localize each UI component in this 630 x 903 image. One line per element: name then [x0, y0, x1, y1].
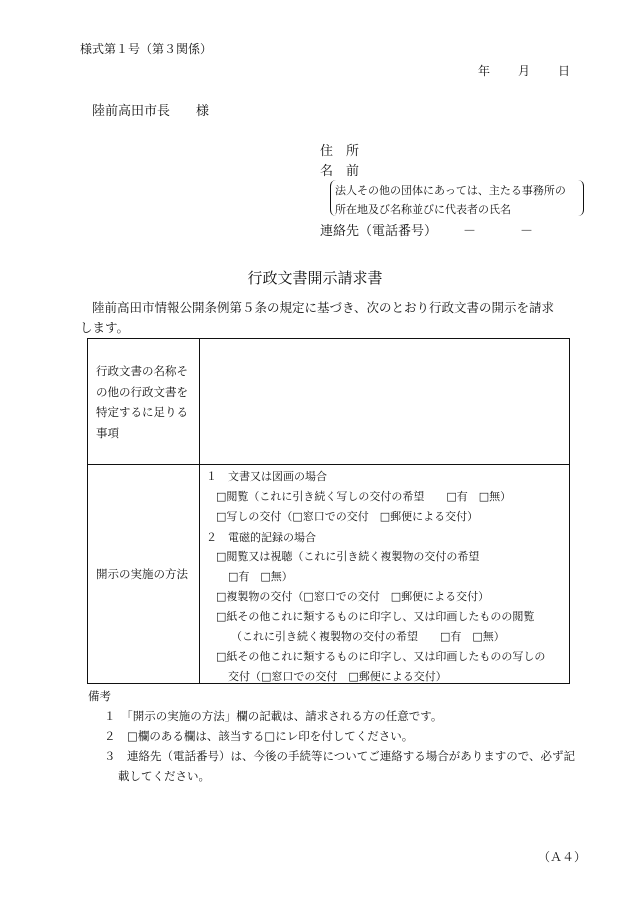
method-option-inspection[interactable]: □閲覧（これに引き続く写しの交付の希望 □有 □無） [216, 490, 512, 503]
form-number: 様式第１号（第３関係） [80, 42, 213, 56]
contact-label: 連絡先（電話番号） [320, 224, 438, 239]
table-row-divider [88, 464, 569, 465]
paper-size-label: （Ａ４） [538, 850, 587, 864]
document-spec-label-line: 特定するに足りる [96, 405, 188, 419]
date-year-label: 年 [478, 64, 491, 78]
document-spec-label-line: 行政文書の名称そ [96, 364, 188, 378]
address-label: 住 所 [320, 144, 360, 159]
phone-separator-1: － [463, 224, 477, 239]
corporate-note-line1: 法人その他の団体にあっては、主たる事務所の [335, 184, 566, 197]
request-table [87, 338, 570, 684]
method-option-printed-copy[interactable]: □紙その他これに類するものに印字し、又は印画したものの写しの [216, 650, 546, 663]
note-item: ３ 連絡先（電話番号）は、今後の手続等についてご連絡する場合がありますので、必ず記 [104, 749, 576, 763]
addressee: 陸前高田市長 様 [92, 104, 210, 119]
method-option-copy[interactable]: □写しの交付（□窓口での交付 □郵便による交付） [216, 510, 479, 523]
method-option-view-listen-choice[interactable]: □有 □無） [228, 570, 293, 583]
method-heading-documents: １ 文書又は図画の場合 [206, 470, 327, 483]
date-month-label: 月 [518, 64, 531, 78]
note-item: １ 「開示の実施の方法」欄の記載は、請求される方の任意です。 [104, 709, 443, 723]
method-option-printed-inspection-choice[interactable]: （これに引き続く複製物の交付の希望 □有 □無） [231, 630, 505, 643]
document-spec-value[interactable] [200, 339, 569, 464]
phone-separator-2: － [520, 224, 534, 239]
document-spec-label-line: 事項 [96, 425, 119, 440]
method-option-reproduction[interactable]: □複製物の交付（□窓口での交付 □郵便による交付） [216, 590, 490, 603]
date-day-label: 日 [558, 64, 571, 78]
disclosure-method-label: 開示の実施の方法 [96, 567, 188, 581]
method-option-view-listen[interactable]: □閲覧又は視聴（これに引き続く複製物の交付の希望 [216, 550, 480, 563]
page-title: 行政文書開示請求書 [247, 269, 383, 287]
notes-heading: 備考 [88, 689, 111, 703]
method-option-printed-inspection[interactable]: □紙その他これに類するものに印字し、又は印画したものの閲覧 [216, 610, 535, 623]
document-spec-label-line: の他の行政文書を [96, 384, 188, 399]
note-item: ２ □欄のある欄は、該当する□にレ印を付してください。 [104, 729, 414, 743]
method-option-printed-copy-choice[interactable]: 交付（□窓口での交付 □郵便による交付） [228, 670, 447, 683]
corporate-note-line2: 所在地及び名称並びに代表者の氏名 [335, 203, 511, 216]
intro-line2: します。 [80, 320, 130, 335]
intro-line1: 陸前高田市情報公開条例第５条の規定に基づき、次のとおり行政文書の開示を請求 [92, 300, 555, 315]
document-spec-label [96, 361, 188, 443]
note-item: 載してください。 [118, 769, 210, 783]
method-heading-electronic: ２ 電磁的記録の場合 [206, 531, 316, 544]
name-label: 名 前 [320, 164, 360, 179]
